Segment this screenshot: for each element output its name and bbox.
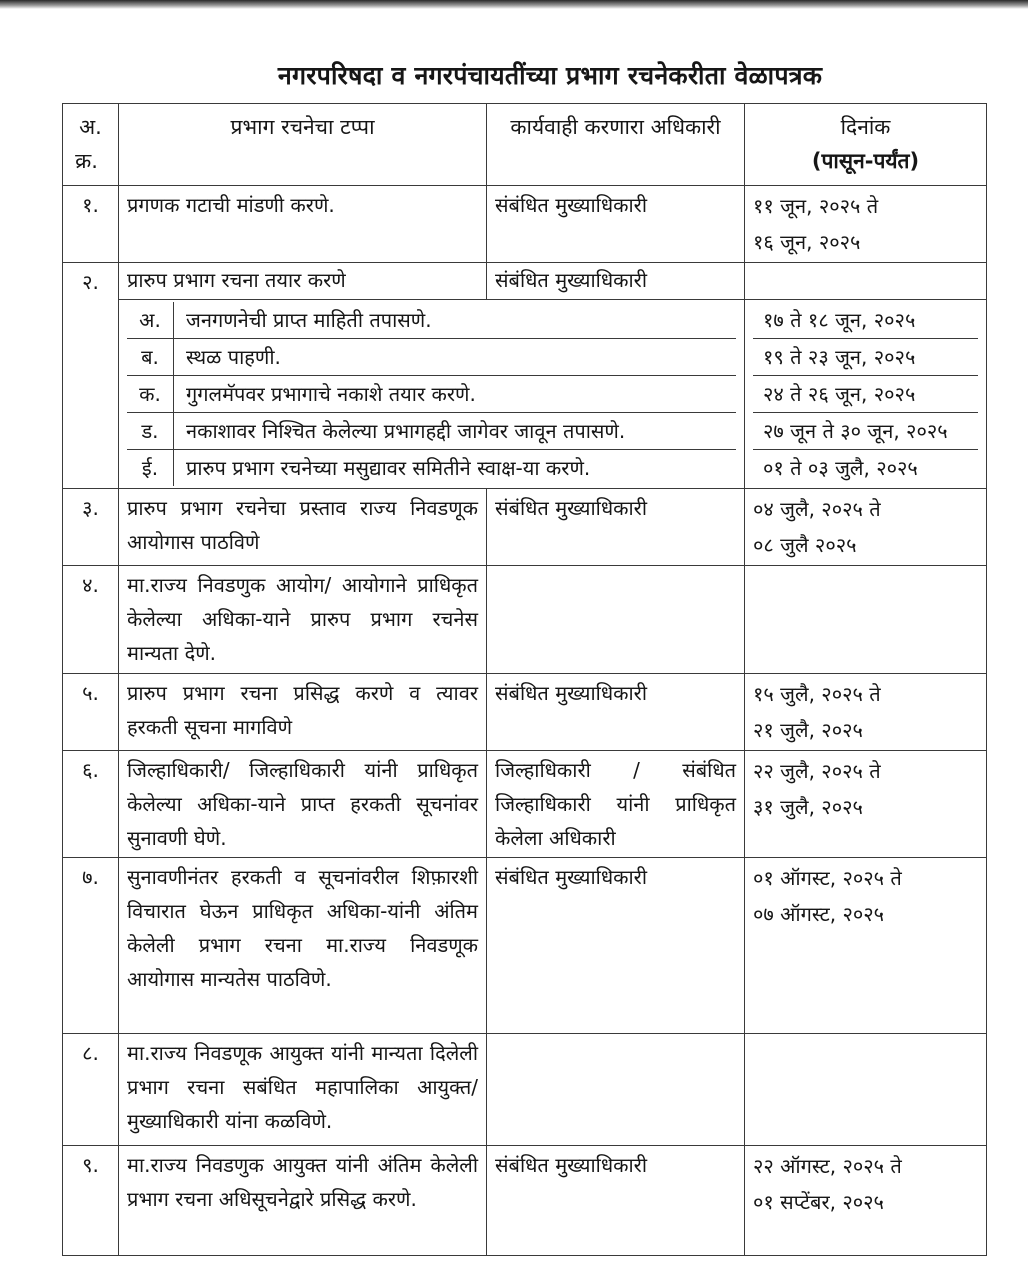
substep-letter: ड. [127,413,174,449]
table-row [63,263,987,300]
row-date [745,1034,987,1146]
header-date [745,104,987,186]
row-stage: प्रारुप प्रभाग रचना प्रसिद्ध करणे व त्यावर हरकती सूचना मागविणे [119,674,487,751]
row-date [745,566,987,674]
substep-letter: ब. [127,339,174,375]
header-row [63,104,987,186]
row-date-to: ०७ ऑगस्ट, २०२५ [753,902,885,926]
substep-date: ०१ ते ०३ जुलै, २०२५ [753,449,978,486]
substep-text: स्थळ पाहणी. [186,345,281,369]
header-stage: प्रभाग रचनेचा टप्पा [119,104,487,186]
header-date-line1: दिनांक [840,115,891,139]
substep-letter: क. [127,376,174,412]
row-officer: संबंधित मुख्याधिकारी [487,489,745,566]
substep-letter: अ. [127,302,174,338]
row-date [745,858,987,1034]
row-officer: संबंधित मुख्याधिकारी [487,263,745,300]
row-number: २. [63,263,119,489]
table-row [63,858,987,1034]
row-officer: जिल्हाधिकारी / संबंधित जिल्हाधिकारी यांनी प्राधिकृत केलेला अधिकारी [487,751,745,858]
table-row [63,489,987,566]
table-row [63,566,987,674]
row-date [745,489,987,566]
row-date-to: २१ जुलै, २०२५ [753,718,863,742]
row-stage: मा.राज्य निवडणुक आयुक्त यांनी अंतिम केलेली प्रभाग रचना अधिसूचनेद्वारे प्रसिद्ध करणे. [119,1146,487,1256]
row-number: ५. [63,674,119,751]
row-officer: संबंधित मुख्याधिकारी [487,674,745,751]
substep-date: १७ ते १८ जून, २०२५ [763,308,916,332]
substep-date: २४ ते २६ जून, २०२५ [753,375,978,412]
row-date-to: ०१ सप्टेंबर, २०२५ [753,1190,884,1214]
row-stage: मा.राज्य निवडणूक आयुक्त यांनी मान्यता दिलेली प्रभाग रचना सबंधित महापालिका आयुक्त/ मुख्याधिकारी यांना कळविणे. [119,1034,487,1146]
row-date-to: ०८ जुलै २०२५ [753,533,857,557]
header-date-line2: (पासून-पर्यंत) [811,149,920,173]
row-number: ८. [63,1034,119,1146]
table-row [63,1034,987,1146]
row-date [745,751,987,858]
row-officer: संबंधित मुख्याधिकारी [487,1146,745,1256]
header-serial [63,104,119,186]
row-date-from: १५ जुलै, २०२५ ते [753,682,881,706]
row-number: ३. [63,489,119,566]
row-date-from: ११ जून, २०२५ ते [753,194,879,218]
substep-text: नकाशावर निश्चित केलेल्या प्रभागहद्दी जागेवर जावून तपासणे. [186,419,626,443]
row-stage: जिल्हाधिकारी/ जिल्हाधिकारी यांनी प्राधिकृत केलेल्या अधिका-याने प्राप्त हरकती सूचनांवर सुनावणी घेणे. [119,751,487,858]
substeps-row [63,300,987,489]
table-row [63,674,987,751]
row-date [745,263,987,300]
row-date-from: २२ ऑगस्ट, २०२५ ते [753,1154,902,1178]
row-officer: संबंधित मुख्याधिकारी [487,858,745,1034]
row-stage: मा.राज्य निवडणुक आयोग/ आयोगाने प्राधिकृत केलेल्या अधिका-याने प्रारुप प्रभाग रचनेस मान्यता देणे. [119,566,487,674]
substep-text: प्रारुप प्रभाग रचनेच्या मसुद्यावर समितीने स्वाक्ष-या करणे. [186,456,591,480]
row-date [745,186,987,263]
page-title: नगरपरिषदा व नगरपंचायतींच्या प्रभाग रचनेकरीता वेळापत्रक [277,61,823,90]
substep-item [127,302,736,338]
row-number: १. [63,186,119,263]
row-date-from: ०४ जुलै, २०२५ ते [753,497,881,521]
substep-text: गुगलमॅपवर प्रभागाचे नकाशे तयार करणे. [186,382,476,406]
row-officer: संबंधित मुख्याधिकारी [487,186,745,263]
row-officer [487,566,745,674]
row-stage: प्रगणक गटाची मांडणी करणे. [119,186,487,263]
header-serial-line2: क्र. [75,149,98,173]
substep-dates [745,300,987,489]
row-number: ४. [63,566,119,674]
substep-date: २७ जून ते ३० जून, २०२५ [753,412,978,449]
row-date [745,674,987,751]
row-date-from: ०१ ऑगस्ट, २०२५ ते [753,866,902,890]
scan-top-edge [0,0,1028,9]
substep-text: जनगणनेची प्राप्त माहिती तपासणे. [186,308,432,332]
substep-item [127,449,736,486]
substep-item [127,338,736,375]
row-date-to: १६ जून, २०२५ [753,230,861,254]
substep-item [127,412,736,449]
table-row [63,751,987,858]
substeps-list [119,300,745,489]
row-officer [487,1034,745,1146]
substep-date: १९ ते २३ जून, २०२५ [753,338,978,375]
row-stage: सुनावणीनंतर हरकती व सूचनांवरील शिफ़ारशी विचारात घेऊन प्राधिकृत अधिका-यांनी अंतिम केलेली प्रभाग रचना मा.राज्य निवडणूक आयोगास मान्यतेस पाठविणे. [119,858,487,1034]
schedule-table [62,103,987,1256]
header-officer: कार्यवाही करणारा अधिकारी [487,104,745,186]
row-number: ६. [63,751,119,858]
header-serial-line1: अ. [79,115,102,139]
row-date-to: ३१ जुलै, २०२५ [753,795,863,819]
row-stage: प्रारुप प्रभाग रचनेचा प्रस्ताव राज्य निवडणूक आयोगास पाठविणे [119,489,487,566]
row-date-from: २२ जुलै, २०२५ ते [753,759,881,783]
substep-item [127,375,736,412]
row-number: ९. [63,1146,119,1256]
table-row [63,186,987,263]
substep-letter: ई. [127,450,174,486]
table-row [63,1146,987,1256]
row-date [745,1146,987,1256]
row-number: ७. [63,858,119,1034]
row-stage: प्रारुप प्रभाग रचना तयार करणे [119,263,487,300]
